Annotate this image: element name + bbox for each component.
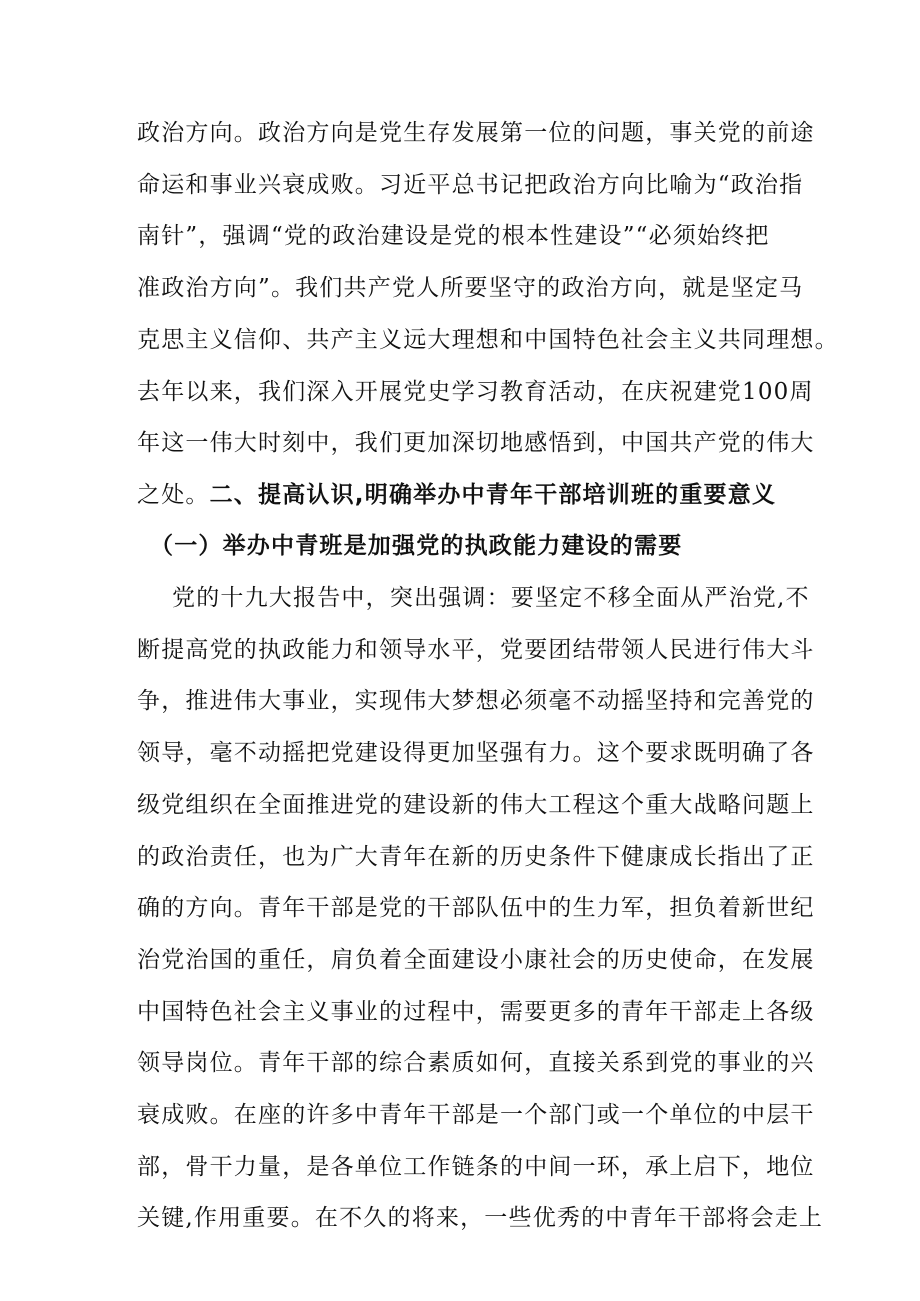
body-paragraph-line: 领导，毫不动摇把党建设得更加坚强有力。这个要求既明确了各 — [137, 740, 815, 766]
body-paragraph-first-line: 党的十九大报告中，突出强调：要坚定不移全面从严治党,不 — [172, 585, 810, 611]
body-paragraph-line: 中国特色社会主义事业的过程中，需要更多的青年干部走上各级 — [137, 999, 815, 1025]
body-paragraph-line: 领导岗位。青年干部的综合素质如何，直接关系到党的事业的兴 — [137, 1050, 815, 1076]
paragraph-line: 政治方向。政治方向是党生存发展第一位的问题，事关党的前途 — [137, 120, 815, 146]
paragraph-line: 年这一伟大时刻中，我们更加深切地感悟到，中国共产党的伟大 — [137, 430, 815, 456]
body-paragraph-line: 部，骨干力量，是各单位工作链条的中间一环，承上启下，地位 — [137, 1154, 815, 1180]
body-paragraph-line: 争，推进伟大事业，实现伟大梦想必须毫不动摇坚持和完善党的 — [137, 688, 815, 714]
paragraph-line: 南针”，强调“党的政治建设是党的根本性建设”“必须始终把 — [137, 223, 770, 249]
body-paragraph-line: 级党组织在全面推进党的建设新的伟大工程这个重大战略问题上 — [137, 792, 815, 818]
subsection-heading: （一）举办中青班是加强党的执政能力建设的需要 — [150, 533, 683, 559]
body-paragraph-line: 衰成败。在座的许多中青年干部是一个部门或一个单位的中层干 — [137, 1102, 815, 1128]
body-paragraph-line: 断提高党的执政能力和领导水平，党要团结带领人民进行伟大斗 — [137, 637, 815, 663]
paragraph-line: 克思主义信仰、共产主义远大理想和中国特色社会主义共同理想。 — [137, 327, 839, 353]
paragraph-line: 命运和事业兴衰成败。习近平总书记把政治方向比喻为“政治指 — [137, 172, 804, 198]
body-paragraph-line: 确的方向。青年干部是党的干部队伍中的生力军，担负着新世纪 — [137, 895, 815, 921]
paragraph-line-with-heading — [137, 480, 776, 510]
body-paragraph-line: 治党治国的重任，肩负着全面建设小康社会的历史使命，在发展 — [137, 947, 815, 973]
paragraph-end-text: 之处。 — [137, 482, 210, 508]
section-heading: 二、提高认识,明确举办中青年干部培训班的重要意义 — [209, 482, 777, 508]
body-paragraph-line: 关键,作用重要。在不久的将来，一些优秀的中青年干部将会走上 — [137, 1205, 824, 1231]
body-paragraph-line: 的政治责任，也为广大青年在新的历史条件下健康成长指出了正 — [137, 844, 815, 870]
paragraph-line: 准政治方向”。我们共产党人所要坚守的政治方向，就是坚定马 — [137, 275, 804, 301]
paragraph-line: 去年以来，我们深入开展党史学习教育活动，在庆祝建党100周 — [137, 379, 814, 405]
